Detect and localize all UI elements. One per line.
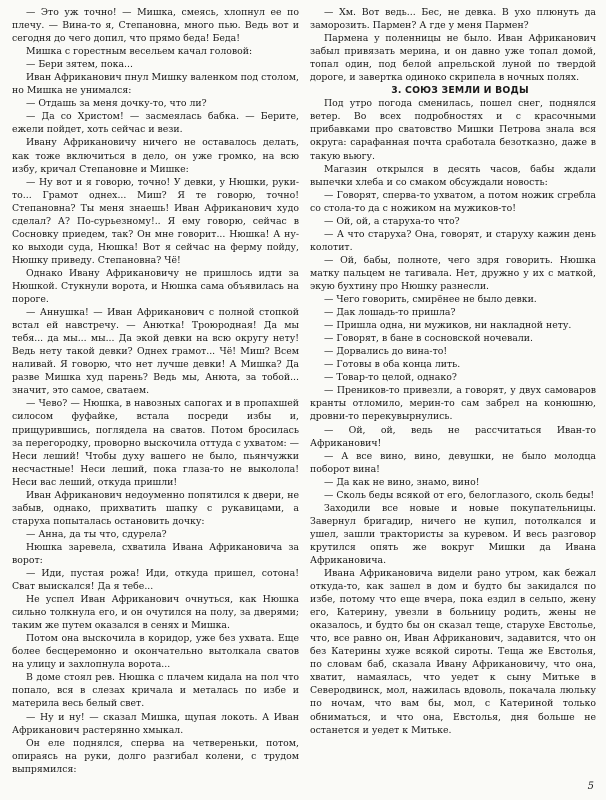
paragraph: — Отдашь за меня дочку-то, что ли? [26, 98, 207, 110]
paragraph: В доме стоял рев. Нюшка с плачем кидала на пол что попало, вся в слезах кричала и металась по избе и материла весь белый свет. [12, 672, 299, 710]
paragraph: Магазин открылся в десять часов, бабы ждали выпечки хлеба и со смаком обсуждали новость: [310, 163, 596, 188]
right-column-text-before [310, 6, 596, 84]
paragraph: Он еле поднялся, сперва на четвереньки, потом, опираясь на руки, долго разгибал колени, с трудом выпрямился: [12, 737, 299, 775]
paragraph: Потом она выскочила в коридор, уже без ухвата. Еще более бесцеремонно и окончательно вытолкала сватов на улицу и захлопнула ворота... [12, 633, 299, 671]
paragraph: — Ой, ой, а старуха-то что? [324, 215, 460, 227]
paragraph: Нюшка заревела, схватила Ивана Африкановича за ворот: [12, 541, 299, 566]
paragraph: — А что старуха? Она, говорят, и старуху кажин день колотит. [310, 228, 596, 253]
paragraph: Ивана Африкановича видели рано утром, как бежал откуда-то, как зашел в дом и будто бы закидался по избе, потому что еще вчера, пока ездил в сельпо, жену его, Катерину, увезли в больницу родить, жены не оказалось, и будто бы он сказал теще, старухе Евстолье, что, все равно он, Иван Африканович, задавится, что он без Катерины хуже всякой сироты. Теща же Евстолья, по словам баб, сказала Ивану Африкановичу, что она, хватит, намаялась, что уедет к сыну Митьке в Северодвинск, мол, нажилась вдоволь, покачала люльку по ночам, что вам бы, мол, с Катериной только обниматься, и что она, Евстолья, дня больше не останется и уедет к Митьке. [310, 568, 596, 736]
paragraph: — Дорвались до вина-то! [324, 346, 448, 358]
paragraph: — Ой, бабы, полноте, чего здря говорить. Нюшка матку пальцем не тагивала. Нет, дружно у их с маткой, экую бухтину про Нюшку разнесли. [310, 254, 596, 292]
paragraph: Под утро погода сменилась, пошел снег, поднялся ветер. Во всех подробностях и с красочными прибавками про сватовство Мишки Петрова знала вся округа: сарафанная почта сработала безотказно, даже в такую вьюгу. [310, 98, 596, 162]
paragraph: — Ну и ну! — сказал Мишка, щупая локоть. А Иван Африканович растерянно хмыкал. [12, 711, 299, 736]
paragraph: — Это уж точно! — Мишка, смеясь, хлопнул ее по плечу. — Вина-то я, Степановна, много пью. Ведь вот и сегодня до чего допил, что прямо беда! Беда! [12, 7, 299, 45]
paragraph: — Готовы в оба конца лить. [324, 359, 461, 371]
paragraph: — Да как не вино, знамо, вино! [324, 476, 480, 488]
paragraph: Заходили все новые и новые покупательницы. Завернул бригадир, ничего не купил, потолкался и ушел, зашли трактористы за куревом. И весь разговор крутился опять же вокруг Мишки да Ивана Африкановича. [310, 502, 596, 566]
paragraph: — А все вино, вино, девушки, не было молодца поборот вина! [310, 450, 596, 475]
section-title: 3. СОЮЗ ЗЕМЛИ И ВОДЫ [391, 85, 529, 97]
paragraph: — Хм. Вот ведь... Бес, не девка. В ухо плюнуть да заморозить. Пармен? А где у меня Пармен? [310, 7, 596, 32]
paragraph: — Говорят, в бане в сосновской ночевали. [324, 333, 534, 345]
paragraph: Иван Африканович недоуменно попятился к двери, не забыв, однако, прихватить шапку с рукавицами, а старуха попыталась остановить дочку: [12, 489, 299, 527]
paragraph: Иван Африканович пнул Мишку валенком под столом, но Мишка не унимался: [12, 72, 299, 97]
paragraph: — Аннушка! — Иван Африканович с полной стопкой встал ей навстречу. — Анютка! Троюродная! Да мы тебя... да мы... мы... Да экой девки на всю округу нету! Ведь нету такой девки? Однех грамот... Чё! Миш? Всем наливай. Я говорю, что нет лучше девки! А Мишка? Да разве Мишка худ парень? Ведь мы, Анюта, за тобой... значит, это самое, сватаем. [12, 307, 299, 397]
paragraph: Ивану Африкановичу ничего не оставалось делать, как тоже включиться в дело, он уже громко, на всю избу, кричал Степановне и Мишке: [12, 137, 299, 175]
right-column [310, 6, 596, 737]
paragraph: — Ой, ой, ведь не рассчитаться Иван-то Африканович! [310, 424, 596, 449]
paragraph: — Сколь беды всякой от его, белоглазого, сколь беды! [324, 489, 595, 501]
paragraph: — Товар-то целой, однако? [324, 372, 457, 384]
paragraph: Не успел Иван Африканович очнуться, как Нюшка сильно толкнула его, и он очутился на полу, за дверями; таким же путем оказался в сенях и Мишка. [12, 594, 299, 632]
paragraph: Пармена у поленницы не было. Иван Африканович забыл привязать мерина, и он давно уже топал домой, топал один, под белой апрельской луной по твердой дороге, и завертка одиноко скрипела в ночных полях. [310, 33, 596, 84]
paragraph: — Чего говорить, смирёнее не было девки. [324, 294, 537, 306]
paragraph: — Чево? — Нюшка, в навозных сапогах и в пропахшей силосом фуфайке, встала посреди избы и, прищурившись, поглядела на сватов. Потом бросилась за перегородку, проворно выскочила оттуда с ухватом: — Неси леший! Чтобы духу вашего не было, пьянчужки несчастные! Неси леший, пока глаза-то не выколола! Неси вас леший, откуда пришли! [12, 398, 299, 488]
left-column [12, 6, 299, 776]
paragraph: — Да со Христом! — засмеялась бабка. — Берите, ежели пойдет, хоть сейчас и вези. [12, 111, 299, 136]
paragraph: Мишка с горестным весельем качал головой: [26, 46, 253, 58]
paragraph: — Дак лошадь-то пришла? [324, 307, 456, 319]
paragraph: — Говорят, сперва-то ухватом, а потом ножик сгребла со стола-то да с ножиком на мужиков-то! [310, 189, 596, 214]
page-number: 5 [587, 781, 594, 792]
paragraph: — Иди, пустая рожа! Иди, откуда пришел, сотона! Сват выискался! Да я тебе... [12, 568, 299, 593]
paragraph: — Анна, да ты что, сдурела? [26, 528, 167, 540]
paragraph: — Бери зятем, пока... [26, 59, 133, 71]
paragraph: — Преников-то привезли, а говорят, у двух самоваров кранты отломило, мерин-то сам забрел на конюшню, дровни-то перекувырнулись. [310, 385, 596, 423]
paragraph: — Ну вот и я говорю, точно! У девки, у Нюшки, руки-то... Грамот однех... Миш? Я те говорю, точно! Степановна? Ты меня знаешь! Иван Африканович худо сделал? А? По-сурьезному!.. Я ему говорю, сейчас в Сосновку приедем, так? Он мне говорит... Нюшка! А ну-ко выходи суда, Нюшка! Вот я сейчас на ферму пойду, Нюшку приведу. Степановна? Чё! [12, 176, 299, 266]
paragraph: Однако Ивану Африкановичу не пришлось идти за Нюшкой. Стукнули ворота, и Нюшка сама объявилась на пороге. [12, 267, 299, 306]
paragraph: — Пришла одна, ни мужиков, ни накладной нету. [324, 320, 572, 332]
right-column-text-after [310, 97, 596, 736]
